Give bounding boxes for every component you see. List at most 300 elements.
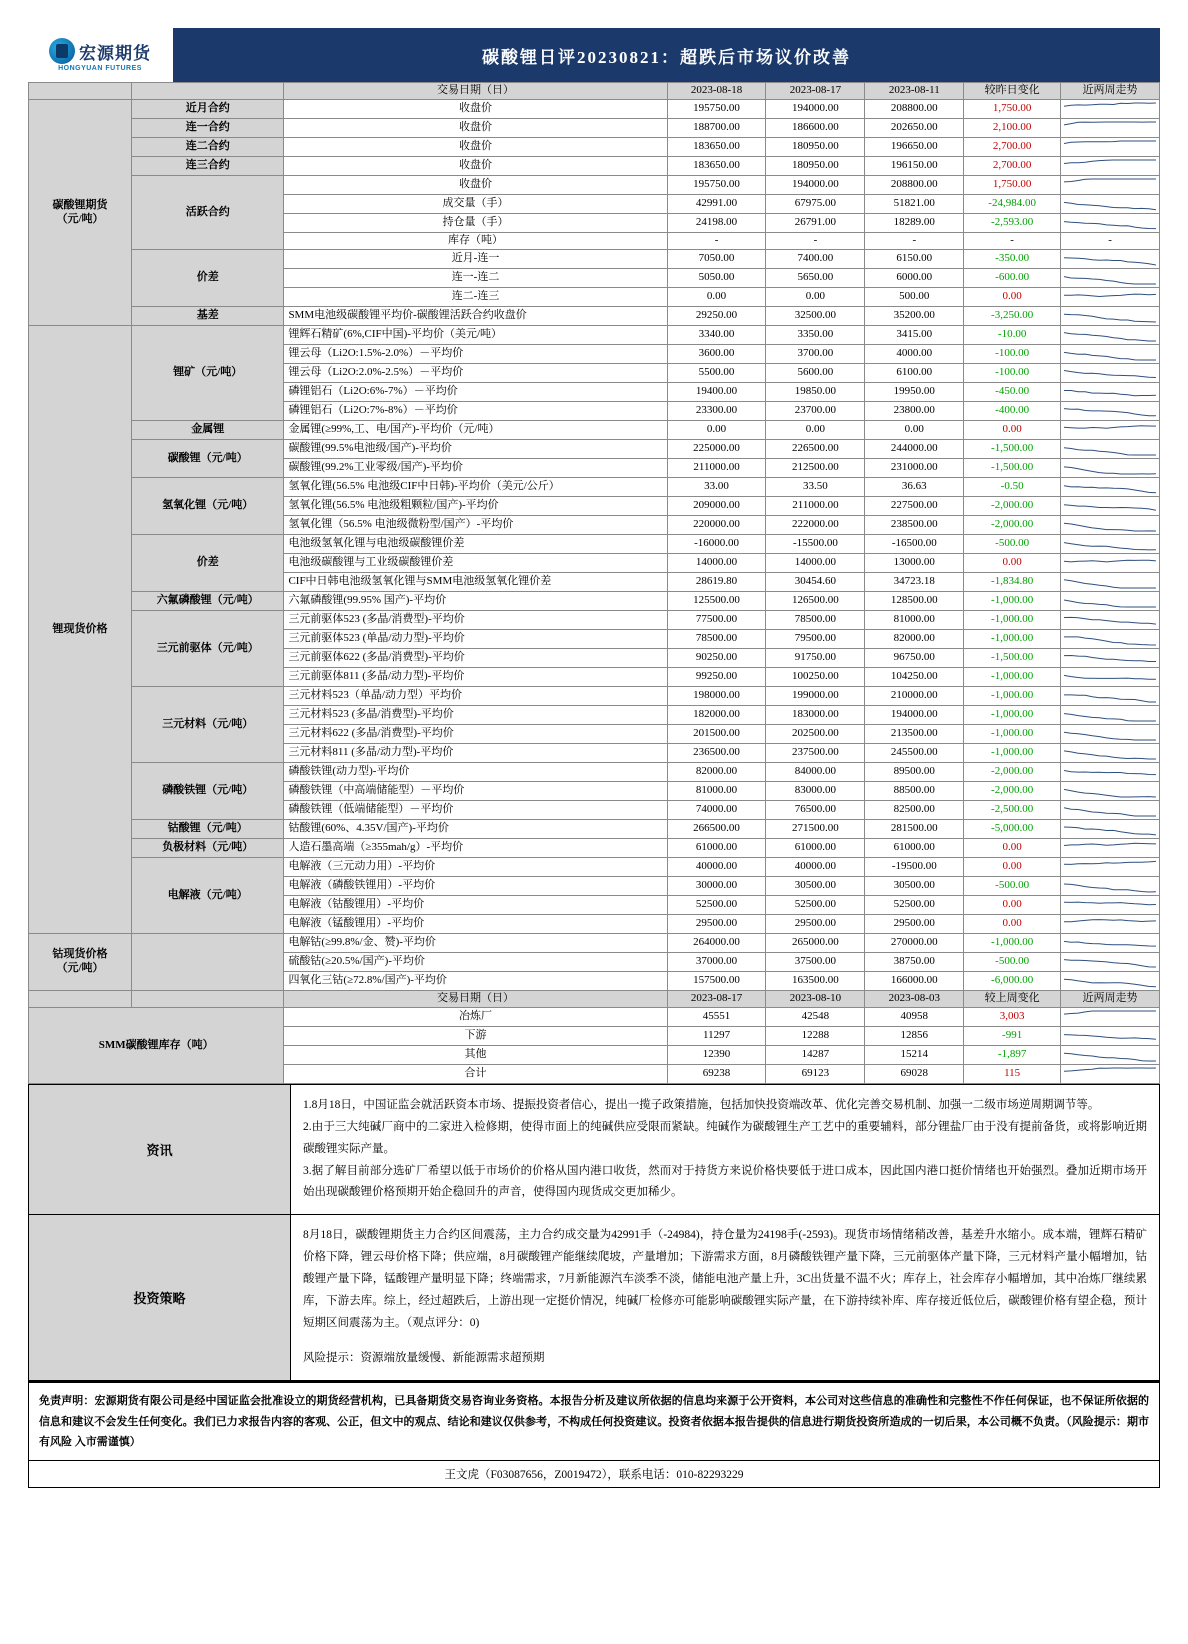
row-trend-sparkline <box>1061 896 1160 915</box>
market-data-table <box>28 82 1160 1084</box>
row-item-label: 锂云母（Li2O:1.5%-2.0%）－平均价 <box>284 345 667 364</box>
row-trend-sparkline <box>1061 345 1160 364</box>
row-change: -100.00 <box>964 345 1061 364</box>
row-trend-sparkline <box>1061 649 1160 668</box>
inventory-value-d1: 12390 <box>667 1046 766 1065</box>
row-value-d3: 23800.00 <box>865 402 964 421</box>
row-value-d3: 30500.00 <box>865 877 964 896</box>
row-item-label: 锂辉石精矿(6%,CIF中国)-平均价（美元/吨） <box>284 326 667 345</box>
row-value-d1: 201500.00 <box>667 725 766 744</box>
row-value-d3: 52500.00 <box>865 896 964 915</box>
row-item-label: 钴酸锂(60%、4.35V/国产)-平均价 <box>284 820 667 839</box>
row-change: -1,834.80 <box>964 573 1061 592</box>
row-trend-sparkline <box>1061 820 1160 839</box>
table-row <box>29 820 1160 839</box>
strategy-row <box>29 1215 1160 1381</box>
subgroup-label: 活跃合约 <box>132 176 284 250</box>
row-change: -3,250.00 <box>964 307 1061 326</box>
row-value-d2: 83000.00 <box>766 782 865 801</box>
row-value-d1: 82000.00 <box>667 763 766 782</box>
row-trend-sparkline <box>1061 877 1160 896</box>
table-row <box>29 157 1160 176</box>
inventory-item-label: 下游 <box>284 1027 667 1046</box>
row-item-label: 电解液（磷酸铁锂用）-平均价 <box>284 877 667 896</box>
row-value-d2: 271500.00 <box>766 820 865 839</box>
row-value-d2: 30500.00 <box>766 877 865 896</box>
row-value-d3: 6150.00 <box>865 250 964 269</box>
row-item-label: 三元材料811 (多晶/动力型)-平均价 <box>284 744 667 763</box>
column-header-row <box>29 991 1160 1008</box>
subgroup-label: 锂矿（元/吨） <box>132 326 284 421</box>
header-date-2: 2023-08-10 <box>766 991 865 1008</box>
row-item-label: 氢氧化锂（56.5% 电池级微粉型/国产）-平均价 <box>284 516 667 535</box>
row-item-label: 电解钴(≥99.8%/金、赞)-平均价 <box>284 934 667 953</box>
row-value-d2: 26791.00 <box>766 214 865 233</box>
row-trend-sparkline <box>1061 195 1160 214</box>
row-change: -1,000.00 <box>964 744 1061 763</box>
contact-line: 王文虎（F03087656，Z0019472），联系电话：010-82293229 <box>28 1461 1160 1488</box>
row-value-d1: 99250.00 <box>667 668 766 687</box>
table-row <box>29 763 1160 782</box>
row-item-label: 金属锂(≥99%,工、电/国产)-平均价（元/吨） <box>284 421 667 440</box>
row-value-d2: 5600.00 <box>766 364 865 383</box>
row-value-d3: 196150.00 <box>865 157 964 176</box>
row-value-d1: 5050.00 <box>667 269 766 288</box>
row-change: 1,750.00 <box>964 176 1061 195</box>
subgroup-label: 六氟磷酸锂（元/吨） <box>132 592 284 611</box>
header-date-2: 2023-08-17 <box>766 83 865 100</box>
row-trend-sparkline <box>1061 288 1160 307</box>
row-trend-sparkline <box>1061 478 1160 497</box>
row-value-d3: 6100.00 <box>865 364 964 383</box>
row-value-d3: 196650.00 <box>865 138 964 157</box>
row-change: 0.00 <box>964 421 1061 440</box>
row-value-d3: 89500.00 <box>865 763 964 782</box>
row-value-d1: 28619.80 <box>667 573 766 592</box>
row-value-d2: 211000.00 <box>766 497 865 516</box>
news-row <box>29 1085 1160 1215</box>
row-trend-sparkline <box>1061 326 1160 345</box>
table-row <box>29 440 1160 459</box>
row-item-label: 人造石墨高端（≥355mah/g）-平均价 <box>284 839 667 858</box>
header-trend: 近两周走势 <box>1061 83 1160 100</box>
row-trend-sparkline <box>1061 250 1160 269</box>
row-value-d3: 34723.18 <box>865 573 964 592</box>
row-value-d1: 90250.00 <box>667 649 766 668</box>
row-value-d1: 30000.00 <box>667 877 766 896</box>
row-value-d2: 40000.00 <box>766 858 865 877</box>
row-value-d1: 33.00 <box>667 478 766 497</box>
row-change: -500.00 <box>964 877 1061 896</box>
row-trend-sparkline <box>1061 972 1160 991</box>
row-value-d3: 166000.00 <box>865 972 964 991</box>
section-group-label: 碳酸锂期货 （元/吨） <box>29 100 132 326</box>
row-change: 2,100.00 <box>964 119 1061 138</box>
row-value-d2: 78500.00 <box>766 611 865 630</box>
row-value-d1: 195750.00 <box>667 176 766 195</box>
table-row <box>29 176 1160 195</box>
header-date-label: 交易日期（日） <box>284 991 667 1008</box>
row-trend-sparkline <box>1061 535 1160 554</box>
row-change: -1,000.00 <box>964 592 1061 611</box>
row-value-d1: 23300.00 <box>667 402 766 421</box>
inventory-value-d2: 42548 <box>766 1008 865 1027</box>
row-value-d1: 209000.00 <box>667 497 766 516</box>
row-item-label: 磷酸铁锂（中高端储能型）－平均价 <box>284 782 667 801</box>
inventory-value-d1: 11297 <box>667 1027 766 1046</box>
row-item-label: 三元前驱体523 (单晶/动力型)-平均价 <box>284 630 667 649</box>
inventory-change: 115 <box>964 1065 1061 1084</box>
row-value-d1: 29250.00 <box>667 307 766 326</box>
row-item-label: 三元前驱体811 (多晶/动力型)-平均价 <box>284 668 667 687</box>
row-value-d3: -16500.00 <box>865 535 964 554</box>
inventory-change: 3,003 <box>964 1008 1061 1027</box>
row-value-d3: 96750.00 <box>865 649 964 668</box>
subgroup-label: 基差 <box>132 307 284 326</box>
row-change: -1,000.00 <box>964 934 1061 953</box>
row-item-label: 电解液（锰酸锂用）-平均价 <box>284 915 667 934</box>
inventory-value-d2: 14287 <box>766 1046 865 1065</box>
inventory-change: -1,897 <box>964 1046 1061 1065</box>
row-value-d1: - <box>667 233 766 250</box>
subgroup-label <box>132 934 284 991</box>
row-item-label: 持仓量（手） <box>284 214 667 233</box>
row-change: 0.00 <box>964 288 1061 307</box>
header-change: 较昨日变化 <box>964 83 1061 100</box>
table-row <box>29 535 1160 554</box>
row-trend-sparkline <box>1061 706 1160 725</box>
section-group-label: 钴现货价格 （元/吨） <box>29 934 132 991</box>
row-item-label: 三元材料523 (多晶/消费型)-平均价 <box>284 706 667 725</box>
row-item-label: 电解液（钴酸锂用）-平均价 <box>284 896 667 915</box>
row-trend-sparkline <box>1061 725 1160 744</box>
row-trend-sparkline <box>1061 782 1160 801</box>
row-value-d1: 211000.00 <box>667 459 766 478</box>
inventory-trend-sparkline <box>1061 1027 1160 1046</box>
news-label: 资讯 <box>29 1085 291 1215</box>
row-item-label: 锂云母（Li2O:2.0%-2.5%）－平均价 <box>284 364 667 383</box>
subgroup-label: 价差 <box>132 250 284 307</box>
row-value-d1: 7050.00 <box>667 250 766 269</box>
table-row <box>29 839 1160 858</box>
company-logo <box>28 28 173 82</box>
row-value-d1: 266500.00 <box>667 820 766 839</box>
row-value-d3: 51821.00 <box>865 195 964 214</box>
row-value-d1: 264000.00 <box>667 934 766 953</box>
header-blank-2 <box>132 83 284 100</box>
inventory-trend-sparkline <box>1061 1065 1160 1084</box>
row-value-d1: 236500.00 <box>667 744 766 763</box>
row-change: 2,700.00 <box>964 157 1061 176</box>
row-change: 2,700.00 <box>964 138 1061 157</box>
column-header-row <box>29 83 1160 100</box>
row-trend-sparkline <box>1061 554 1160 573</box>
row-item-label: 四氧化三钴(≥72.8%/国产)-平均价 <box>284 972 667 991</box>
inventory-item-label: 合计 <box>284 1065 667 1084</box>
row-value-d2: -15500.00 <box>766 535 865 554</box>
row-item-label: 电池级碳酸锂与工业级碳酸锂价差 <box>284 554 667 573</box>
row-value-d2: 180950.00 <box>766 138 865 157</box>
row-trend-sparkline <box>1061 668 1160 687</box>
row-value-d1: 220000.00 <box>667 516 766 535</box>
row-value-d2: 212500.00 <box>766 459 865 478</box>
paragraph: 8月18日，碳酸锂期货主力合约区间震荡，主力合约成交量为42991手（-24984)，持仓量为24198手(-2593)。现货市场情绪稍改善，基差升水缩小。成本端，锂辉石精矿价格下降，锂云母价格下降；供应端，8月碳酸锂产能继续爬坡，产量增加；下游需求方面，8月磷酸铁锂产量下降，三元前驱体产量下降，三元材料产量小幅增加，钴酸锂产量下降，锰酸锂产量明显下降；终端需求，7月新能源汽车淡季不淡，储能电池产量上升，3C出货量不温不火；库存上，社会库存小幅增加，其中冶炼厂继续累库，下游去库。综上，经过超跌后，上游出现一定挺价情况，纯碱厂检修亦可能影响碳酸锂实际产量，在下游持续补库、库存接近低位后，碳酸锂价格有望企稳，预计短期区间震荡为主。（观点评分：0) <box>303 1229 1147 1329</box>
row-change: -2,000.00 <box>964 782 1061 801</box>
row-change: -500.00 <box>964 535 1061 554</box>
table-row <box>29 250 1160 269</box>
logo-company-subtitle: HONGYUAN FUTURES <box>58 65 142 72</box>
row-value-d3: 38750.00 <box>865 953 964 972</box>
table-row <box>29 119 1160 138</box>
row-value-d1: 29500.00 <box>667 915 766 934</box>
row-change: -1,500.00 <box>964 459 1061 478</box>
header-blank-1 <box>29 991 132 1008</box>
paragraph: 1.8月18日，中国证监会就活跃资本市场、提振投资者信心，提出一揽子政策措施，包括加快投资端改革、优化完善交易机制、加强一二级市场逆周期调节等。 <box>303 1099 1100 1111</box>
row-trend-sparkline <box>1061 269 1160 288</box>
inventory-change: -991 <box>964 1027 1061 1046</box>
row-trend-sparkline <box>1061 630 1160 649</box>
row-value-d3: 82500.00 <box>865 801 964 820</box>
inventory-value-d3: 40958 <box>865 1008 964 1027</box>
table-row <box>29 592 1160 611</box>
row-value-d3: -19500.00 <box>865 858 964 877</box>
news-body <box>291 1085 1160 1215</box>
row-trend-sparkline <box>1061 611 1160 630</box>
row-change: -1,000.00 <box>964 668 1061 687</box>
inventory-value-d2: 12288 <box>766 1027 865 1046</box>
commentary-table <box>28 1084 1160 1381</box>
header-trend: 近两周走势 <box>1061 991 1160 1008</box>
subgroup-label: 连二合约 <box>132 138 284 157</box>
logo-mark-icon <box>49 38 75 64</box>
row-change: -1,000.00 <box>964 687 1061 706</box>
row-change: 0.00 <box>964 839 1061 858</box>
row-item-label: SMM电池级碳酸锂平均价-碳酸锂活跃合约收盘价 <box>284 307 667 326</box>
row-value-d1: 5500.00 <box>667 364 766 383</box>
row-trend-sparkline <box>1061 744 1160 763</box>
row-trend-sparkline <box>1061 592 1160 611</box>
table-row <box>29 307 1160 326</box>
inventory-value-d3: 15214 <box>865 1046 964 1065</box>
row-value-d3: 238500.00 <box>865 516 964 535</box>
row-value-d3: 81000.00 <box>865 611 964 630</box>
row-value-d1: 3600.00 <box>667 345 766 364</box>
report-header <box>28 28 1160 82</box>
row-value-d1: 225000.00 <box>667 440 766 459</box>
inventory-value-d2: 69123 <box>766 1065 865 1084</box>
header-date-3: 2023-08-11 <box>865 83 964 100</box>
row-value-d2: 180950.00 <box>766 157 865 176</box>
row-change: -2,500.00 <box>964 801 1061 820</box>
row-value-d2: 126500.00 <box>766 592 865 611</box>
inventory-item-label: 其他 <box>284 1046 667 1065</box>
row-value-d2: 237500.00 <box>766 744 865 763</box>
row-change: -450.00 <box>964 383 1061 402</box>
row-change: -2,593.00 <box>964 214 1061 233</box>
row-value-d1: 40000.00 <box>667 858 766 877</box>
row-item-label: 收盘价 <box>284 119 667 138</box>
inventory-row <box>29 1008 1160 1027</box>
row-trend-sparkline <box>1061 138 1160 157</box>
row-change: -400.00 <box>964 402 1061 421</box>
row-value-d2: 52500.00 <box>766 896 865 915</box>
row-trend-sparkline <box>1061 100 1160 119</box>
row-item-label: 三元前驱体622 (多晶/消费型)-平均价 <box>284 649 667 668</box>
row-value-d1: 78500.00 <box>667 630 766 649</box>
row-value-d3: 4000.00 <box>865 345 964 364</box>
row-value-d2: 61000.00 <box>766 839 865 858</box>
row-value-d3: 244000.00 <box>865 440 964 459</box>
row-value-d2: 19850.00 <box>766 383 865 402</box>
row-value-d1: 125500.00 <box>667 592 766 611</box>
row-value-d2: 33.50 <box>766 478 865 497</box>
row-item-label: 碳酸锂(99.2%工业零级/国产)-平均价 <box>284 459 667 478</box>
row-item-label: 连一-连二 <box>284 269 667 288</box>
row-value-d2: 199000.00 <box>766 687 865 706</box>
row-value-d2: 67975.00 <box>766 195 865 214</box>
strategy-label: 投资策略 <box>29 1215 291 1381</box>
row-value-d2: 194000.00 <box>766 100 865 119</box>
row-trend-sparkline <box>1061 573 1160 592</box>
row-value-d3: 19950.00 <box>865 383 964 402</box>
row-change: -350.00 <box>964 250 1061 269</box>
row-item-label: 收盘价 <box>284 100 667 119</box>
header-change: 较上周变化 <box>964 991 1061 1008</box>
row-value-d2: 79500.00 <box>766 630 865 649</box>
row-value-d3: 3415.00 <box>865 326 964 345</box>
row-trend-sparkline <box>1061 687 1160 706</box>
row-value-d2: 226500.00 <box>766 440 865 459</box>
row-change: -1,000.00 <box>964 630 1061 649</box>
subgroup-label: 连一合约 <box>132 119 284 138</box>
subgroup-label: 三元前驱体（元/吨） <box>132 611 284 687</box>
row-change: -6,000.00 <box>964 972 1061 991</box>
table-row <box>29 687 1160 706</box>
row-item-label: CIF中日韩电池级氢氧化锂与SMM电池级氢氧化锂价差 <box>284 573 667 592</box>
row-value-d1: 182000.00 <box>667 706 766 725</box>
header-date-3: 2023-08-03 <box>865 991 964 1008</box>
row-value-d1: 74000.00 <box>667 801 766 820</box>
row-value-d3: - <box>865 233 964 250</box>
row-item-label: 三元材料523（单晶/动力型）平均价 <box>284 687 667 706</box>
row-value-d2: 7400.00 <box>766 250 865 269</box>
row-change: -600.00 <box>964 269 1061 288</box>
table-row <box>29 138 1160 157</box>
row-trend-sparkline <box>1061 459 1160 478</box>
row-value-d1: 0.00 <box>667 288 766 307</box>
row-trend-sparkline <box>1061 402 1160 421</box>
inventory-group-label: SMM碳酸锂库存（吨） <box>29 1008 284 1084</box>
row-value-d3: 281500.00 <box>865 820 964 839</box>
disclaimer: 免责声明：宏源期货有限公司是经中国证监会批准设立的期货经营机构，已具备期货交易咨询业务资格。本报告分析及建议所依据的信息均来源于公开资料，本公司对这些信息的准确性和完整性不作任何保证，也不保证所依据的信息和建议不会发生任何变化。我们已力求报告内容的客观、公正，但文中的观点、结论和建议仅供参考，不构成任何投资建议。投资者依据本报告提供的信息进行期货投资所造成的一切后果，本公司概不负责。（风险提示：期市有风险 入市需谨慎） <box>28 1381 1160 1461</box>
subgroup-label: 钴酸锂（元/吨） <box>132 820 284 839</box>
row-value-d2: 194000.00 <box>766 176 865 195</box>
row-item-label: 硫酸钴(≥20.5%/国产)-平均价 <box>284 953 667 972</box>
row-value-d1: 24198.00 <box>667 214 766 233</box>
row-value-d2: 0.00 <box>766 288 865 307</box>
row-trend-sparkline: - <box>1061 233 1160 250</box>
row-value-d2: 91750.00 <box>766 649 865 668</box>
row-item-label: 磷酸铁锂(动力型)-平均价 <box>284 763 667 782</box>
row-trend-sparkline <box>1061 497 1160 516</box>
row-change: 0.00 <box>964 554 1061 573</box>
row-value-d1: 52500.00 <box>667 896 766 915</box>
row-value-d1: 183650.00 <box>667 138 766 157</box>
row-value-d1: -16000.00 <box>667 535 766 554</box>
paragraph: 风险提示：资源端放量缓慢、新能源需求超预期 <box>303 1352 545 1365</box>
table-row <box>29 421 1160 440</box>
row-change: -10.00 <box>964 326 1061 345</box>
row-value-d1: 3340.00 <box>667 326 766 345</box>
row-value-d3: 245500.00 <box>865 744 964 763</box>
row-trend-sparkline <box>1061 934 1160 953</box>
section-group-label: 锂现货价格 <box>29 326 132 934</box>
subgroup-label: 价差 <box>132 535 284 592</box>
row-value-d1: 198000.00 <box>667 687 766 706</box>
row-value-d2: 183000.00 <box>766 706 865 725</box>
row-value-d3: 18289.00 <box>865 214 964 233</box>
row-item-label: 电池级氢氧化锂与电池级碳酸锂价差 <box>284 535 667 554</box>
row-value-d3: 88500.00 <box>865 782 964 801</box>
row-change: -1,500.00 <box>964 440 1061 459</box>
row-value-d2: 37500.00 <box>766 953 865 972</box>
row-value-d1: 77500.00 <box>667 611 766 630</box>
row-change: -1,000.00 <box>964 706 1061 725</box>
row-item-label: 近月-连一 <box>284 250 667 269</box>
row-change: -2,000.00 <box>964 497 1061 516</box>
row-value-d2: 222000.00 <box>766 516 865 535</box>
row-value-d1: 61000.00 <box>667 839 766 858</box>
row-trend-sparkline <box>1061 801 1160 820</box>
paragraph: 2.由于三大纯碱厂商中的二家进入检修期，使得市面上的纯碱供应受限而紧缺。纯碱作为碳酸锂生产工艺中的重要辅料，部分锂盐厂由于没有提前备货，或将影响近期碳酸锂实际产量。 <box>303 1120 1147 1155</box>
row-value-d2: 3350.00 <box>766 326 865 345</box>
row-change: 0.00 <box>964 915 1061 934</box>
subgroup-label: 电解液（元/吨） <box>132 858 284 934</box>
row-value-d1: 42991.00 <box>667 195 766 214</box>
row-change: - <box>964 233 1061 250</box>
row-change: 0.00 <box>964 858 1061 877</box>
row-trend-sparkline <box>1061 440 1160 459</box>
table-row <box>29 611 1160 630</box>
row-value-d3: 82000.00 <box>865 630 964 649</box>
row-trend-sparkline <box>1061 516 1160 535</box>
table-row <box>29 934 1160 953</box>
table-row <box>29 858 1160 877</box>
row-value-d2: 5650.00 <box>766 269 865 288</box>
row-value-d2: 186600.00 <box>766 119 865 138</box>
header-blank-2 <box>132 991 284 1008</box>
row-value-d2: 265000.00 <box>766 934 865 953</box>
row-item-label: 连二-连三 <box>284 288 667 307</box>
inventory-value-d3: 12856 <box>865 1027 964 1046</box>
row-value-d3: 13000.00 <box>865 554 964 573</box>
row-value-d2: 32500.00 <box>766 307 865 326</box>
row-trend-sparkline <box>1061 915 1160 934</box>
row-value-d1: 157500.00 <box>667 972 766 991</box>
row-value-d2: 23700.00 <box>766 402 865 421</box>
row-value-d3: 213500.00 <box>865 725 964 744</box>
row-change: -100.00 <box>964 364 1061 383</box>
row-value-d2: 30454.60 <box>766 573 865 592</box>
row-change: -500.00 <box>964 953 1061 972</box>
row-value-d2: 29500.00 <box>766 915 865 934</box>
row-value-d3: 208800.00 <box>865 176 964 195</box>
row-value-d1: 81000.00 <box>667 782 766 801</box>
row-item-label: 库存（吨） <box>284 233 667 250</box>
row-change: -0.50 <box>964 478 1061 497</box>
subgroup-label: 三元材料（元/吨） <box>132 687 284 763</box>
logo-company-name: 宏源期货 <box>79 43 151 63</box>
